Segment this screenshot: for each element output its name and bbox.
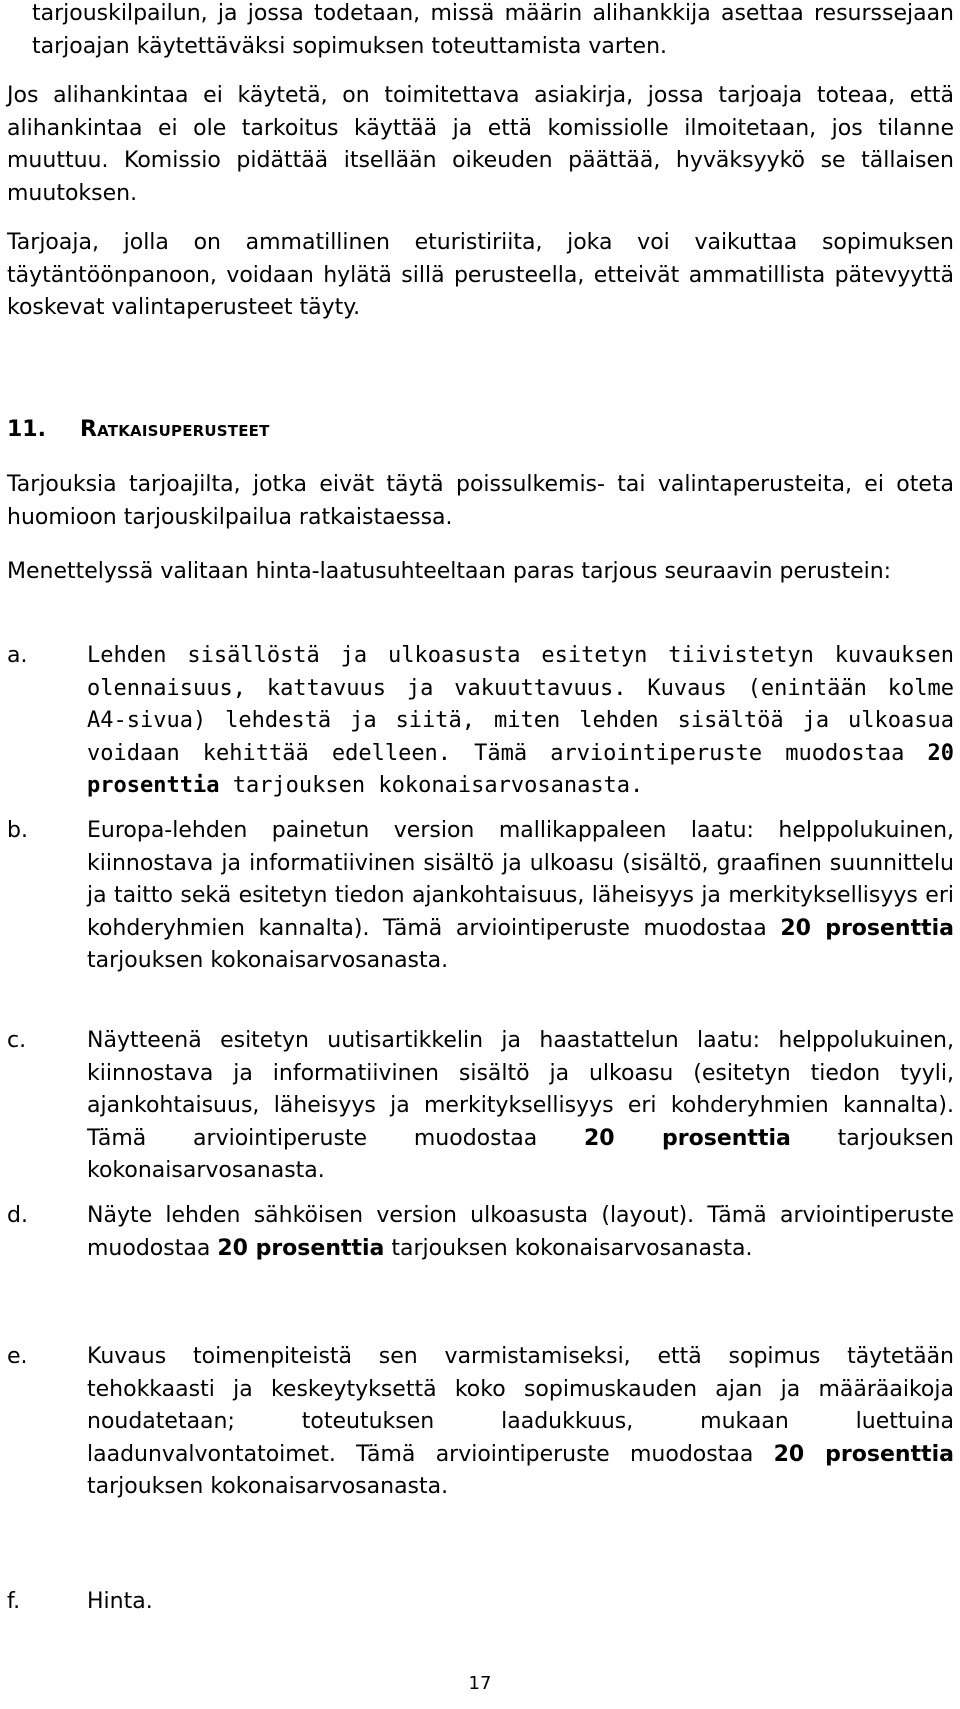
criterion-a xyxy=(7,640,954,803)
criterion-letter: d. xyxy=(7,1203,28,1228)
criterion-b xyxy=(7,815,954,978)
criterion-weight: 20 prosenttia xyxy=(773,1441,954,1467)
criterion-c xyxy=(7,1025,954,1188)
criterion-text: Näytteenä esitetyn uutisartikkelin ja haastattelun laatu: helppolukuinen, kiinnostava ja informatiivinen sisältö ja ulkoasu (esitetyn tiedon tyyli, ajankohtaisuus, läheisyys ja merkityksellisyys eri kohderyhmien kannalta). Tämä arviointiperuste muodostaa 20 prosenttia tarjouksen kokonaisarvosanasta. xyxy=(87,1028,954,1183)
criterion-letter: b. xyxy=(7,818,28,843)
section-number: 11. xyxy=(7,417,46,442)
criterion-letter: f. xyxy=(7,1589,21,1614)
criterion-text: Lehden sisällöstä ja ulkoasusta esitetyn tiivistetyn kuvauksen olennaisuus, kattavuus ja vakuuttavuus. Kuvaus (enintään kolme A4-sivua) lehdestä ja siitä, miten lehden sisältöä ja ulkoasua voidaan kehittää edelleen. Tämä arviointiperuste muodostaa 20 prosenttia tarjouksen kokonaisarvosanasta. xyxy=(87,643,954,798)
criterion-text: Kuvaus toimenpiteistä sen varmistamiseksi, että sopimus täytetään tehokkaasti ja keskeytyksettä koko sopimuskauden ajan ja määräaikoja noudatetaan; toteutuksen laadukkuus, mukaan luettuina laadunvalvontatoimet. Tämä arviointiperuste muodostaa 20 prosenttia tarjouksen kokonaisarvosanasta. xyxy=(87,1344,954,1499)
paragraph-poissulkeminen: Tarjouksia tarjoajilta, jotka eivät täytä poissulkemis- tai valintaperusteita, ei oteta huomioon tarjouskilpailua ratkaistaessa. xyxy=(7,472,954,530)
page-number: 17 xyxy=(468,1673,492,1694)
criterion-letter: c. xyxy=(7,1028,27,1053)
paragraph-alihankinta: Jos alihankintaa ei käytetä, on toimitettava asiakirja, jossa tarjoaja toteaa, että alihankintaa ei ole tarkoitus käyttää ja että komissiolle ilmoitetaan, jos tilanne muuttuu. Komissio pidättää itsellään oikeuden päättää, hyväksyykö se tällaisen muutoksen. xyxy=(7,83,954,206)
criterion-weight: 20 prosenttia xyxy=(217,1235,385,1261)
paragraph-eturistiriita: Tarjoaja, jolla on ammatillinen eturistiriita, joka voi vaikuttaa sopimuksen täytäntöönpanoon, voidaan hylätä sillä perusteella, etteivät ammatillista pätevyyttä koskevat valintaperusteet täyty. xyxy=(7,230,954,320)
criterion-d xyxy=(7,1200,954,1265)
criterion-text: Europa-lehden painetun version mallikappaleen laatu: helppolukuinen, kiinnostava ja informatiivinen sisältö ja ulkoasu (sisältö, graafinen suunnittelu ja taitto sekä esitetyn tiedon ajankohtaisuus, läheisyys ja merkityksellisyys eri kohderyhmien kannalta). Tämä arviointiperuste muodostaa 20 prosenttia tarjouksen kokonaisarvosanasta. xyxy=(87,818,955,973)
criterion-weight: 20 prosenttia xyxy=(583,1125,791,1151)
section-title: Ratkaisuperusteet xyxy=(80,417,270,442)
criterion-text: Hinta. xyxy=(87,1589,153,1614)
criterion-weight: 20 prosenttia xyxy=(780,915,955,941)
criterion-e xyxy=(7,1341,954,1504)
criterion-f xyxy=(7,1586,954,1619)
section-heading xyxy=(7,414,270,446)
criterion-letter: a. xyxy=(7,643,28,668)
criterion-text: Näyte lehden sähköisen version ulkoasusta (layout). Tämä arviointiperuste muodostaa 20 prosenttia tarjouksen kokonaisarvosanasta. xyxy=(87,1203,954,1261)
paragraph-intro: tarjouskilpailun, ja jossa todetaan, missä määrin alihankkija asettaa resurssejaan tarjoajan käytettäväksi sopimuksen toteuttamista varten. xyxy=(32,1,954,59)
criterion-letter: e. xyxy=(7,1344,28,1369)
paragraph-menettely: Menettelyssä valitaan hinta-laatusuhteeltaan paras tarjous seuraavin perustein: xyxy=(7,559,892,584)
criterion-weight: 20 prosenttia xyxy=(87,740,954,798)
